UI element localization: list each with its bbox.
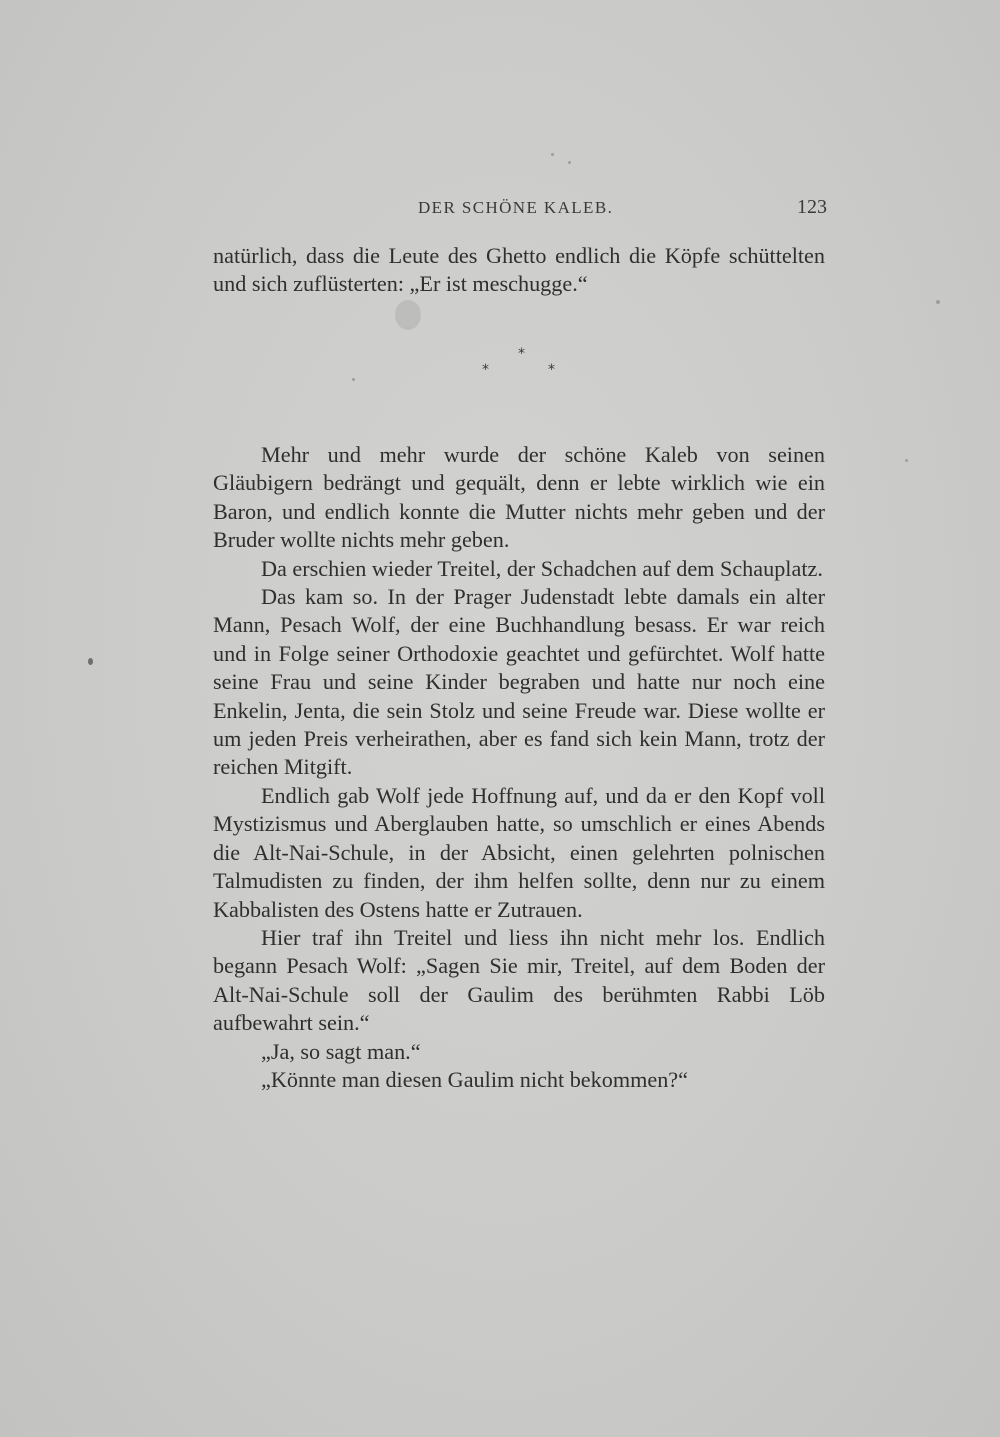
page-number: 123 — [797, 196, 827, 218]
running-title: DER SCHÖNE KALEB. — [418, 198, 614, 217]
section-break — [470, 346, 570, 386]
dialog-line: „Könnte man diesen Gaulim nicht bekommen?“ — [261, 1066, 688, 1092]
paper-speck — [551, 153, 554, 156]
paper-speck — [395, 300, 421, 330]
paragraph: Hier traf ihn Treitel und liess ihn nicht mehr los. Endlich begann Pesach Wolf: „Sagen Sie mir, Treitel, auf dem Boden der Alt-Nai-Schule soll der Gaulim des berühmten Rabbi Löb aufbewahrt sein.“ — [213, 924, 825, 1036]
asterisk: * — [548, 362, 555, 378]
paper-speck — [352, 378, 355, 381]
continuation-block — [213, 242, 825, 299]
paragraph: Endlich gab Wolf jede Hoffnung auf, und da er den Kopf voll Mystizismus und Aberglauben hatte, so umschlich er eines Abends die Alt-Nai-Schule, in der Absicht, einen gelehrten polnischen Talmudisten zu finden, der ihm helfen sollte, denn nur zu einem Kabbalisten des Ostens hatte er Zutrauen. — [213, 782, 825, 922]
asterisk: * — [482, 362, 489, 378]
paper-speck — [936, 300, 940, 304]
page-header — [213, 196, 827, 226]
paper-speck — [905, 459, 908, 462]
dialog-line: „Ja, so sagt man.“ — [261, 1038, 421, 1064]
body-text — [213, 441, 825, 1094]
continuation-paragraph: natürlich, dass die Leute des Ghetto endlich die Köpfe schüttelten und sich zuflüsterten: „Er ist meschugge.“ — [213, 243, 825, 297]
paragraph: Da erschien wieder Treitel, der Schadchen auf dem Schauplatz. — [261, 555, 823, 581]
asterisk: * — [518, 346, 525, 362]
paragraph: Mehr und mehr wurde der schöne Kaleb von seinen Gläubigern bedrängt und gequält, denn er lebte wirklich wie ein Baron, und endlich konnte die Mutter nichts mehr geben und der Bruder wollte nichts mehr geben. — [213, 442, 825, 553]
paper-speck — [568, 161, 571, 164]
paper-speck — [88, 658, 93, 665]
paragraph: Das kam so. In der Prager Judenstadt lebte damals ein alter Mann, Pesach Wolf, der eine Buchhandlung besass. Er war reich und in Folge seiner Orthodoxie geachtet und gefürchtet. Wolf hatte seine Frau und seine Kinder begraben und hatte nur noch eine Enkelin, Jenta, die sein Stolz und seine Freude war. Diese wollte er um jeden Preis verheirathen, aber es fand sich kein Mann, trotz der reichen Mitgift. — [213, 584, 825, 780]
